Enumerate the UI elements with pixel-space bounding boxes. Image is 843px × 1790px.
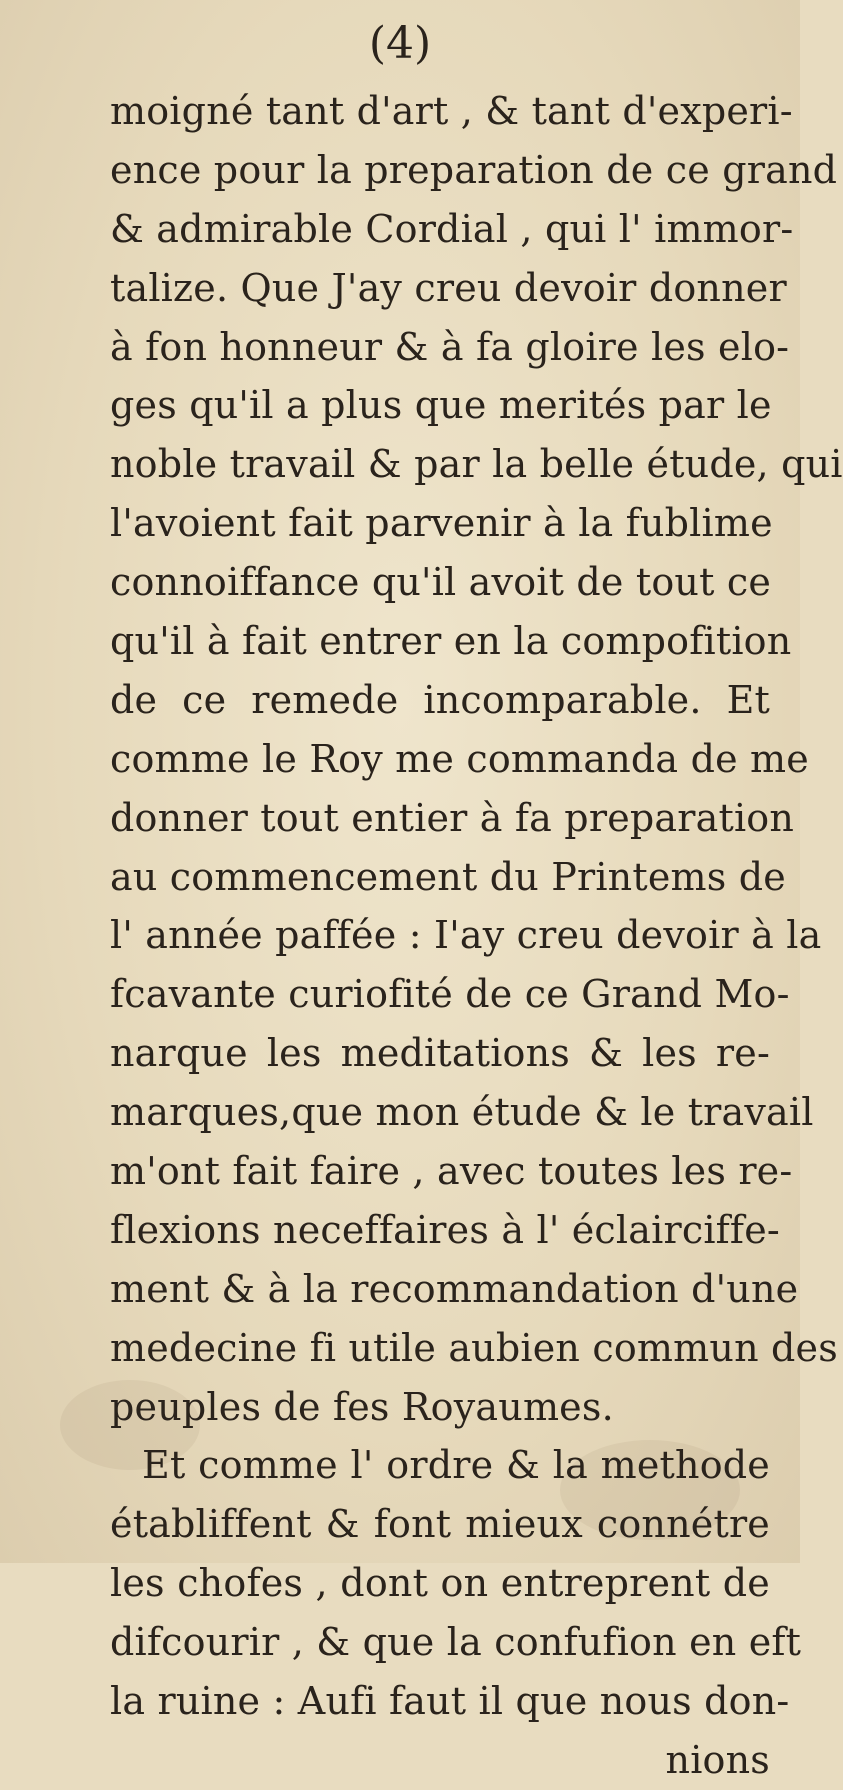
text-line: medecine fi utile aubien commun des (110, 1325, 838, 1370)
text-line: établiffent & font mieux connétre (110, 1502, 770, 1547)
text-line: qu'il à fait entrer en la compofition (110, 619, 792, 664)
page-number: (4) (368, 18, 432, 69)
text-line: peuples de fes Royaumes. (110, 1384, 614, 1429)
text-line: comme le Roy me commanda de me (110, 736, 809, 781)
text-line: donner tout entier à fa preparation (110, 795, 795, 840)
text-line: & admirable Cordial , qui l' immor- (110, 206, 794, 251)
text-line: à fon honneur & à fa gloire les elo- (110, 324, 790, 369)
text-line: Et comme l' ordre & la methode (142, 1443, 770, 1488)
text-line: la ruine : Aufi faut il que nous don- (110, 1679, 790, 1724)
text-line: fcavante curiofité de ce Grand Mo- (110, 972, 790, 1017)
body-text (110, 82, 843, 1790)
text-line: difcourir , & que la confufion en eft (110, 1620, 802, 1665)
text-line: ment & à la recommandation d'une (110, 1266, 799, 1311)
text-line: l' année paffée : I'ay creu devoir à la (110, 913, 822, 958)
catchword: nions (665, 1737, 770, 1782)
text-line: narque les meditations & les re- (110, 1031, 770, 1076)
text-line: de ce remede incomparable. Et (110, 677, 770, 722)
text-line: flexions neceffaires à l' éclairciffe- (110, 1207, 780, 1252)
text-line: moigné tant d'art , & tant d'experi- (110, 89, 793, 133)
text-line: marques,que mon étude & le travail (110, 1090, 814, 1135)
text-line: les chofes , dont on entreprent de (110, 1561, 770, 1606)
text-line: ges qu'il a plus que merités par le (110, 383, 772, 428)
text-line: noble travail & par la belle étude, qui (110, 442, 843, 487)
text-line: ence pour la preparation de ce grand (110, 147, 838, 192)
text-line: l'avoient fait parvenir à la fublime (110, 501, 773, 546)
text-line: au commencement du Printems de (110, 854, 786, 899)
text-line: connoiffance qu'il avoit de tout ce (110, 560, 772, 605)
text-line: m'ont fait faire , avec toutes les re- (110, 1149, 793, 1194)
text-line: talize. Que J'ay creu devoir donner (110, 265, 787, 310)
